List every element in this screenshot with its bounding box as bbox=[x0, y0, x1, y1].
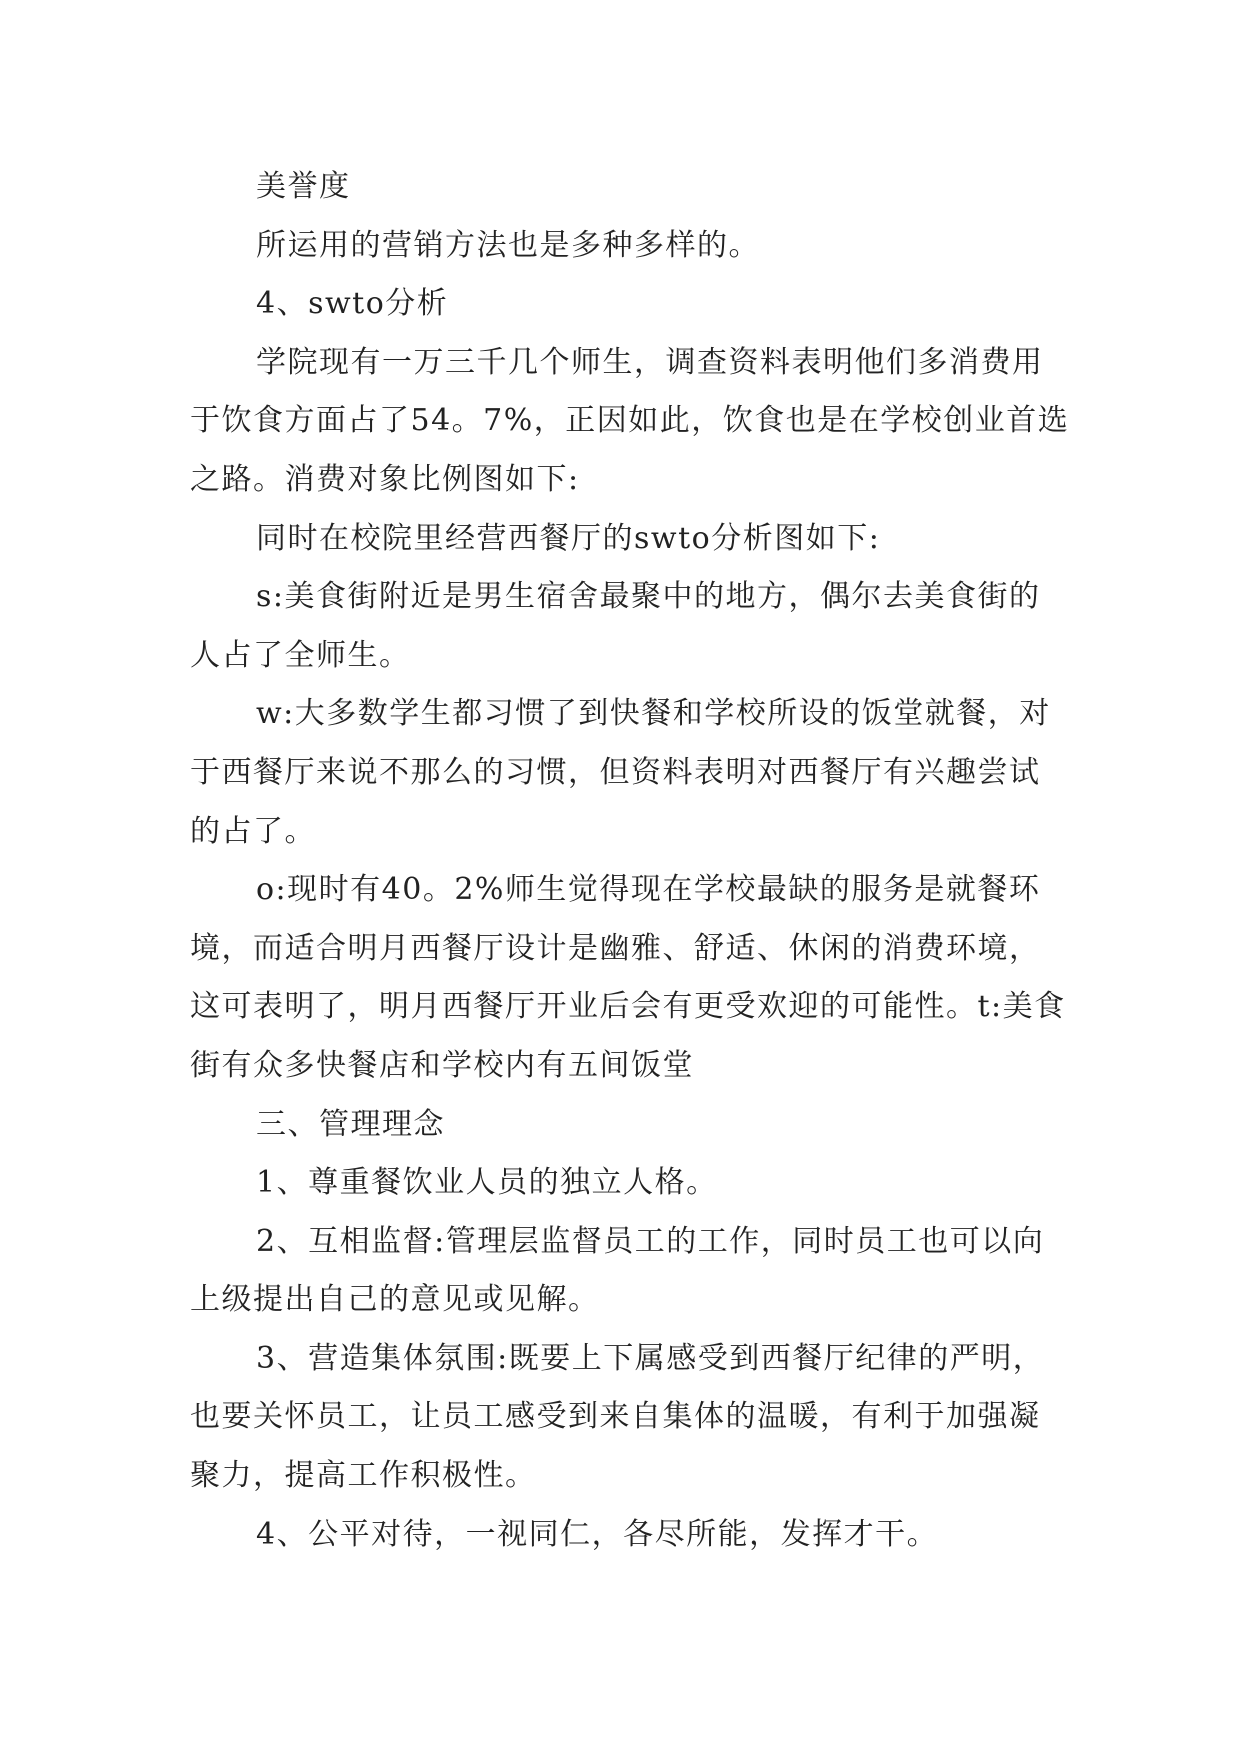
document-body bbox=[190, 158, 1070, 1564]
paragraph-marketing-methods: 所运用的营销方法也是多种多样的。 bbox=[256, 227, 760, 263]
paragraph-principle-4: 4、公平对待，一视同仁，各尽所能，发挥才干。 bbox=[256, 1516, 939, 1552]
paragraph-principle-1: 1、尊重餐饮业人员的独立人格。 bbox=[256, 1165, 718, 1201]
paragraph-principle-2: 2、互相监督:管理层监督员工的工作，同时员工也可以向上级提出自己的意见或见解。 bbox=[190, 1223, 1045, 1318]
paragraph-principle-3: 3、营造集体氛围:既要上下属感受到西餐厅纪律的严明，也要关怀员工，让员工感受到来自集体的温暖，有利于加强凝聚力，提高工作积极性。 bbox=[190, 1340, 1045, 1494]
paragraph-student-consumption: 学院现有一万三千几个师生，调查资料表明他们多消费用于饮食方面占了54。7%，正因如此，饮食也是在学校创业首选之路。消费对象比例图如下: bbox=[190, 344, 1070, 497]
paragraph-reputation: 美誉度 bbox=[256, 169, 351, 204]
paragraph-strengths: s:美食街附近是男生宿舍最聚中的地方，偶尔去美食街的人占了全师生。 bbox=[190, 579, 1041, 673]
heading-management-philosophy: 三、管理理念 bbox=[256, 1106, 445, 1142]
heading-swto-analysis: 4、swto分析 bbox=[256, 286, 449, 322]
paragraph-swto-intro: 同时在校院里经营西餐厅的swto分析图如下: bbox=[256, 520, 881, 556]
paragraph-weaknesses: w:大多数学生都习惯了到快餐和学校所设的饭堂就餐，对于西餐厅来说不那么的习惯，但资料表明对西餐厅有兴趣尝试的占了。 bbox=[190, 696, 1051, 849]
paragraph-opportunities-threats: o:现时有40。2%师生觉得现在学校最缺的服务是就餐环境，而适合明月西餐厅设计是幽雅、舒适、休闲的消费环境，这可表明了，明月西餐厅开业后会有更受欢迎的可能性。t:美食街有众多快餐店和学校内有五间饭堂 bbox=[190, 872, 1066, 1083]
